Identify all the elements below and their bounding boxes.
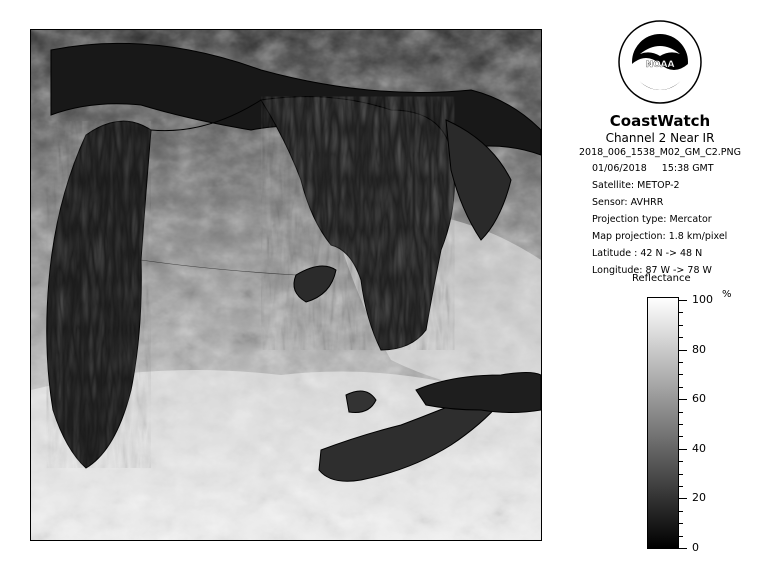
- colorbar-major-tick: [679, 548, 687, 549]
- colorbar-minor-tick: [679, 412, 683, 413]
- colorbar-major-tick: [679, 498, 687, 499]
- colorbar-major-tick: [679, 449, 687, 450]
- meta-sensor: Sensor: AVHRR: [592, 197, 664, 208]
- meta-longitude: Longitude: 87 W -> 78 W: [592, 265, 712, 276]
- colorbar-tick-label: 40: [692, 441, 706, 455]
- meta-satellite: Satellite: METOP-2: [592, 180, 680, 191]
- colorbar-minor-tick: [679, 523, 683, 524]
- colorbar-minor-tick: [679, 511, 683, 512]
- colorbar-minor-tick: [679, 486, 683, 487]
- meta-map-projection: Map projection: 1.8 km/pixel: [592, 231, 728, 242]
- file-name: 2018_006_1538_M02_GM_C2.PNG: [579, 147, 741, 158]
- meta-latitude: Latitude : 42 N -> 48 N: [592, 248, 703, 259]
- colorbar-tick-label: 20: [692, 491, 706, 505]
- colorbar-minor-tick: [679, 436, 683, 437]
- acquisition-datetime: [592, 163, 726, 174]
- satellite-map[interactable]: [30, 29, 542, 541]
- colorbar-minor-tick: [679, 387, 683, 388]
- colorbar-minor-tick: [679, 337, 683, 338]
- noaa-logo-text: NOAA: [645, 60, 675, 70]
- colorbar-minor-tick: [679, 461, 683, 462]
- colorbar-tick-label: 0: [692, 541, 699, 554]
- legend-title: Reflectance: [632, 273, 691, 284]
- colorbar-minor-tick: [679, 312, 683, 313]
- colorbar-minor-tick: [679, 474, 683, 475]
- colorbar-tick-label: 80: [692, 342, 706, 356]
- colorbar-major-tick: [679, 300, 687, 301]
- colorbar-major-tick: [679, 350, 687, 351]
- colorbar-minor-tick: [679, 362, 683, 363]
- noaa-logo: [618, 20, 702, 104]
- colorbar-minor-tick: [679, 536, 683, 537]
- reflectance-colorbar: [647, 297, 679, 549]
- colorbar-minor-tick: [679, 424, 683, 425]
- satellite-image: [31, 30, 541, 540]
- colorbar-tick-label: 60: [692, 392, 706, 406]
- acquisition-time: 15:38 GMT: [661, 163, 714, 174]
- product-title: CoastWatch: [609, 112, 711, 130]
- colorbar-minor-tick: [679, 325, 683, 326]
- colorbar-minor-tick: [679, 374, 683, 375]
- colorbar-major-tick: [679, 399, 687, 400]
- channel-subtitle: Channel 2 Near IR: [605, 131, 715, 145]
- meta-projection-type: Projection type: Mercator: [592, 214, 712, 225]
- legend-unit: %: [722, 289, 732, 300]
- colorbar-tick-label: 100: [692, 293, 713, 306]
- acquisition-date: 01/06/2018: [592, 163, 647, 174]
